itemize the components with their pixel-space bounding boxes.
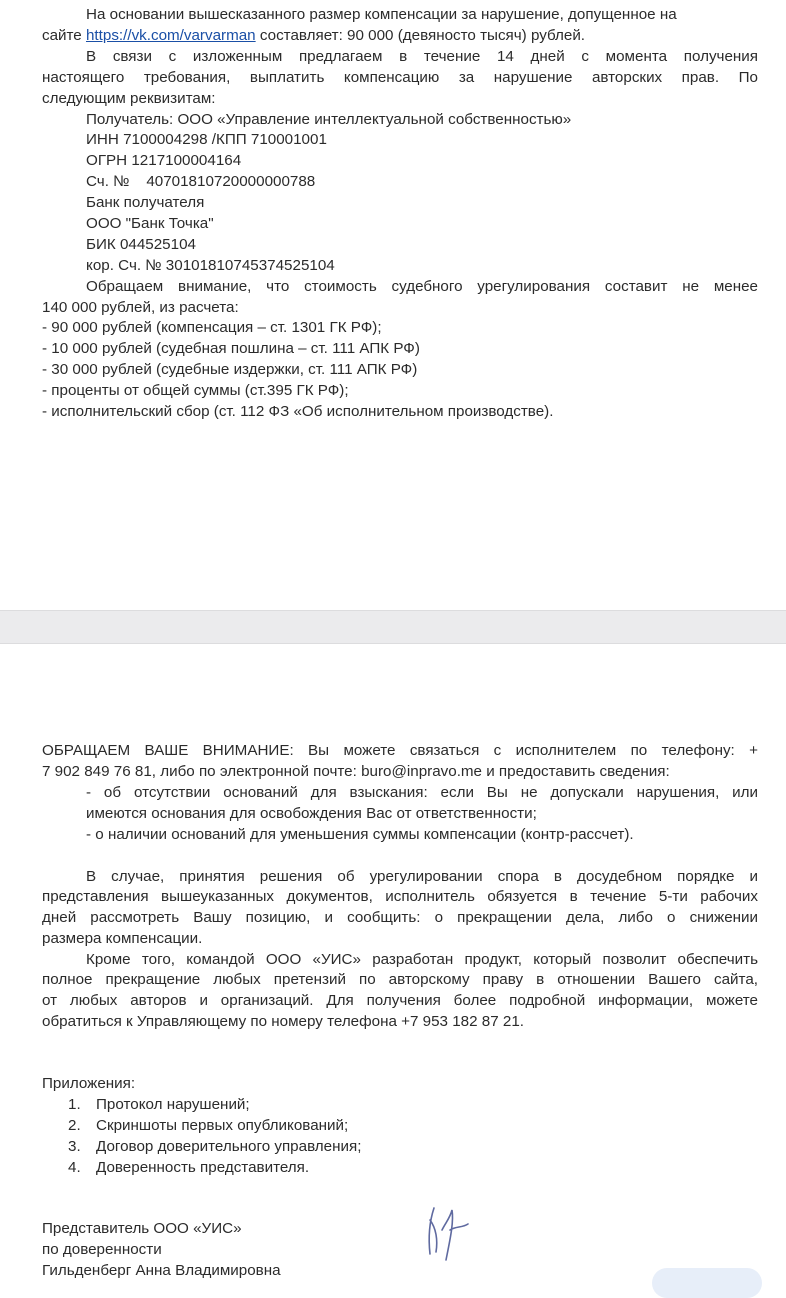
attachment-item: Скриншоты первых опубликований; [96,1117,349,1134]
requisite-line: Банк получателя [86,194,205,211]
paragraph-line: В связи с изложенным предлагаем в течение 14 дней с момента получения [86,48,758,65]
paragraph-line: сайте https://vk.com/varvarman составляет: 90 000 (девяносто тысяч) рублей. [42,27,586,44]
signature-image [420,1200,480,1266]
paragraph-line: размера компенсации. [42,930,203,947]
paragraph-line: дней рассмотреть Вашу позицию, и сообщить: о прекращении дела, либо о снижении [42,909,758,926]
signer-name: Гильденберг Анна Владимировна [42,1262,281,1279]
floating-action-button[interactable] [652,1268,762,1298]
paragraph-line: настоящего требования, выплатить компенсацию за нарушение авторских прав. По [42,69,758,86]
attachment-number: 3. [68,1138,81,1155]
paragraph-line: 7 902 849 76 81, либо по электронной почте: buro@inpravo.me и предоставить сведения: [42,763,670,780]
requisite-line: кор. Сч. № 30101810745374525104 [86,257,335,274]
calc-item: - исполнительский сбор (ст. 112 ФЗ «Об исполнительном производстве). [42,403,554,420]
paragraph-line: имеются основания для освобождения Вас от ответственности; [86,805,537,822]
paragraph-line: 140 000 рублей, из расчета: [42,299,239,316]
requisite-line: ИНН 7100004298 /КПП 710001001 [86,131,327,148]
paragraph-line: - об отсутствии оснований для взыскания: если Вы не допускали нарушения, или [86,784,758,801]
paragraph-line: полное прекращение любых претензий по авторскому праву в отношении Вашего сайта, [42,971,758,988]
paragraph-line: обратиться к Управляющему по номеру телефона +7 953 182 87 21. [42,1013,525,1030]
paragraph-line: следующим реквизитам: [42,90,216,107]
paragraph-line: - о наличии оснований для уменьшения суммы компенсации (контр-рассчет). [86,826,634,843]
paragraph-line: ОБРАЩАЕМ ВАШЕ ВНИМАНИЕ: Вы можете связаться с исполнителем по телефону: + [42,742,758,759]
signer-line: Представитель ООО «УИС» [42,1220,242,1237]
calc-item: - проценты от общей суммы (ст.395 ГК РФ); [42,382,349,399]
requisite-line: БИК 044525104 [86,236,196,253]
calc-item: - 10 000 рублей (судебная пошлина – ст. 111 АПК РФ) [42,340,420,357]
paragraph-line: На основании вышесказанного размер компенсации за нарушение, допущенное на [86,6,677,23]
requisite-line: Сч. № 40701810720000000788 [86,173,316,190]
paragraph-line: от любых авторов и организаций. Для получения более подробной информации, можете [42,992,758,1009]
attachment-number: 1. [68,1096,81,1113]
paragraph-line: В случае, принятия решения об урегулировании спора в досудебном порядке и [86,868,758,885]
calc-item: - 90 000 рублей (компенсация – ст. 1301 ГК РФ); [42,319,382,336]
attachment-item: Доверенность представителя. [96,1159,310,1176]
paragraph-line: Кроме того, командой ООО «УИС» разработан продукт, который позволит обеспечить [86,951,758,968]
calc-item: - 30 000 рублей (судебные издержки, ст. 111 АПК РФ) [42,361,418,378]
attachment-item: Протокол нарушений; [96,1096,250,1113]
requisite-line: Получатель: ООО «Управление интеллектуальной собственностью» [86,111,572,128]
attachment-number: 2. [68,1117,81,1134]
attachment-number: 4. [68,1159,81,1176]
attachment-item: Договор доверительного управления; [96,1138,362,1155]
vk-link[interactable]: https://vk.com/varvarman [85,27,256,44]
page-separator [0,610,786,644]
paragraph-line: представления вышеуказанных документов, исполнитель обязуется в течение 5-ти рабочих [42,888,758,905]
requisite-line: ОГРН 1217100004164 [86,152,242,169]
requisite-line: ООО "Банк Точка" [86,215,214,232]
signer-line: по доверенности [42,1241,162,1258]
paragraph-line: Обращаем внимание, что стоимость судебного урегулирования составит не менее [86,278,758,295]
attachments-title: Приложения: [42,1075,136,1092]
